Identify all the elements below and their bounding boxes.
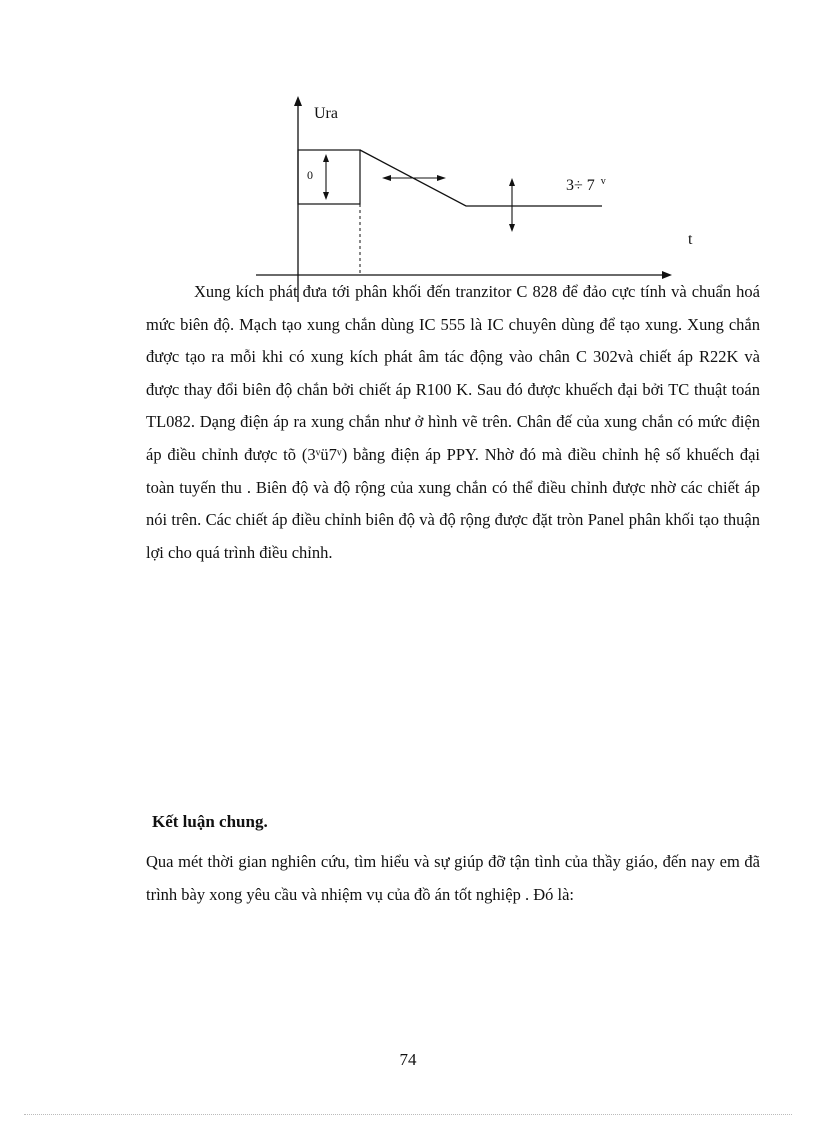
width-adjust-arrowhead-left (382, 175, 391, 181)
level-range-value: 3÷ 7 (566, 177, 595, 194)
page-number: 74 (399, 1050, 417, 1069)
pulse-amplitude-arrowhead-down (323, 192, 329, 200)
body-paragraph (146, 276, 760, 569)
pulse-label: 0 (307, 168, 313, 182)
level-range-unit: v (600, 176, 606, 187)
level-adjust-arrowhead-down (509, 224, 515, 232)
pulse-waveform-diagram (240, 90, 700, 305)
pulse-amplitude-arrowhead-up (323, 154, 329, 162)
x-axis-label: t (688, 231, 693, 248)
conclusion-heading: Kết luận chung. (152, 812, 268, 831)
y-axis-label: Ura (314, 105, 338, 122)
level-range-label (566, 176, 606, 194)
level-adjust-arrowhead-up (509, 178, 515, 186)
body-paragraph-text: Xung kích phát đưa tới phân khối đến tranzitor C 828 để đảo cực tính và chuẩn hoá mức biên độ. Mạch tạo xung chắn dùng IC 555 là IC chuyên dùng để tạo xung. Xung chắn được tạo ra mỗi khi có xung kích phát âm tác động vào chân C 302và chiết áp R22K và được thay đổi biên độ chắn bởi chiết áp R100 K. Sau đó được khuếch đại bởi TC thuật toán TL082. Dạng điện áp ra xung chắn như ở hình vẽ trên. Chân đế của xung chắn có mức điện áp điều chỉnh được tõ (3ᵛü7ᵛ) bằng điện áp PPY. Nhờ đó mà điều chỉnh hệ số khuếch đại toàn tuyến thu . Biên độ và độ rộng của xung chắn có thể điều chỉnh được nhờ các chiết áp nói trên. Các chiết áp điều chỉnh biên độ và độ rộng được đặt tròn Panel phân khối tạo thuận lợi cho quá trình điều chỉnh. (146, 282, 760, 562)
width-adjust-arrowhead-right (437, 175, 446, 181)
y-axis-arrowhead (294, 96, 302, 106)
conclusion-paragraph: Qua mét thời gian nghiên cứu, tìm hiểu và sự giúp đỡ tận tình của thầy giáo, đến nay em đã trình bày xong yêu cầu và nhiệm vụ của đồ án tốt nghiệp . Đó là: (146, 852, 760, 904)
page-bottom-rule (24, 1114, 792, 1115)
